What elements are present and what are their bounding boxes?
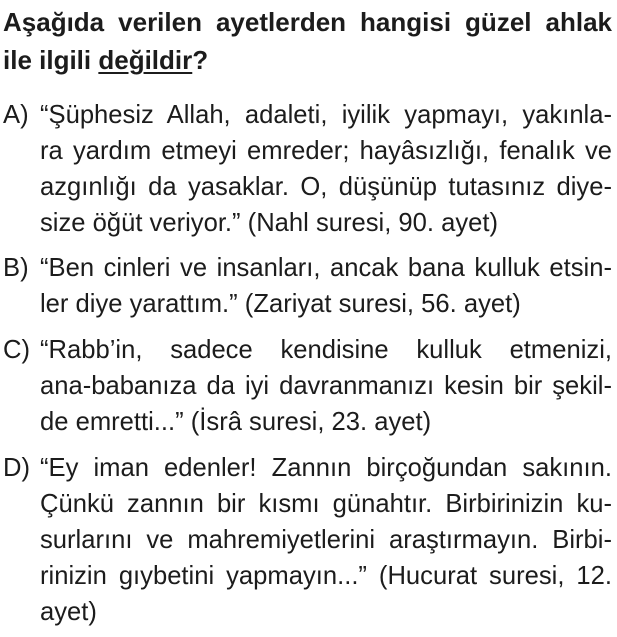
question-stem-text: ile ilgili (3, 45, 99, 75)
option-line: “Ben cinleri ve insanları, ancak bana kulluk etsin- (40, 254, 612, 282)
option-line: surlarını ve mahremiyetlerini araştırmayın. Birbi- (40, 526, 612, 554)
option-line: “Ey iman edenler! Zannın birçoğundan sakının. (40, 454, 612, 482)
option-line: Çünkü zannın bir kısmı günahtır. Birbirinizin ku- (40, 490, 612, 518)
option-label: A) (3, 101, 29, 129)
option-line: ayet) (40, 598, 97, 626)
option-text (40, 250, 612, 322)
option-line: ler diye yarattım.” (Zariyat suresi, 56. ayet) (40, 290, 521, 318)
option-label: B) (3, 254, 29, 282)
option-label: C) (3, 336, 31, 364)
option-b (3, 250, 612, 322)
option-label: D) (3, 454, 31, 482)
question-stem (3, 3, 612, 79)
option-line: size öğüt veriyor.” (Nahl suresi, 90. ayet) (40, 209, 499, 237)
option-c (3, 332, 612, 440)
option-line: de emretti...” (İsrâ suresi, 23. ayet) (40, 408, 432, 436)
option-line: “Şüphesiz Allah, adaleti, iyilik yapmayı, yakınla- (40, 101, 612, 129)
option-line: ra yardım etmeyi emreder; hayâsızlığı, fenalık ve (40, 137, 612, 165)
option-line: ana-babanıza da iyi davranmanızı kesin bir şekil- (40, 372, 612, 400)
option-text (40, 332, 612, 440)
question-mark: ? (192, 45, 209, 75)
option-d (3, 450, 612, 630)
option-line: rinizin gıybetini yapmayın...” (Hucurat suresi, 12. (40, 562, 612, 590)
option-a (3, 97, 612, 241)
option-text (40, 450, 612, 630)
question-emphasis: değildir (98, 45, 193, 75)
question-stem-line (3, 41, 612, 79)
option-text (40, 97, 612, 241)
option-line: azgınlığı da yasaklar. O, düşünüp tutasınız diye- (40, 173, 612, 201)
question-stem-line: Aşağıda verilen ayetlerden hangisi güzel ahlak (3, 7, 612, 37)
option-line: “Rabb’in, sadece kendisine kulluk etmenizi, (40, 336, 612, 364)
